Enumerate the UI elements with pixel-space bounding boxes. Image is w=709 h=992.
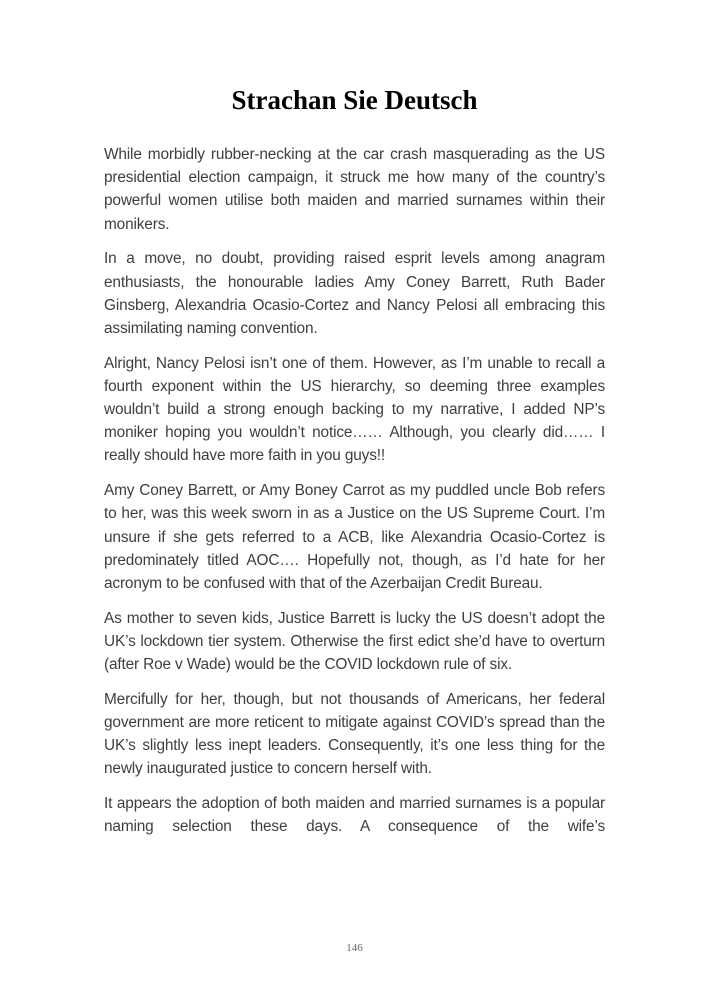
paragraph: Alright, Nancy Pelosi isn’t one of them. However, as I’m unable to recall a fourth exponent within the US hierarchy, so deeming three examples wouldn’t build a strong enough backing to my narrative, I added NP’s moniker hoping you wouldn’t notice…… Although, you clearly did…… I really should have more faith in you guys!! (104, 354, 605, 465)
paragraph: In a move, no doubt, providing raised esprit levels among anagram enthusiasts, the honourable ladies Amy Coney Barrett, Ruth Bader Ginsberg, Alexandria Ocasio-Cortez and Nancy Pelosi all embracing this assimilating naming convention. (104, 250, 605, 337)
paragraph: It appears the adoption of both maiden and married surnames is a popular naming selection these days. A consequence of the wife’s (104, 795, 605, 836)
chapter-title: Strachan Sie Deutsch (231, 85, 478, 115)
paragraph: Amy Coney Barrett, or Amy Boney Carrot as my puddled uncle Bob refers to her, was this week sworn in as a Justice on the US Supreme Court. I’m unsure if she gets referred to a ACB, like Alexandria Ocasio-Cortez is predominately titled AOC…. Hopefully not, though, as I’d hate for her acronym to be confused with that of the Azerbaijan Credit Bureau. (104, 482, 605, 592)
paragraph: While morbidly rubber-necking at the car crash masquerading as the US presidential election campaign, it struck me how many of the country’s powerful women utilise both maiden and married surnames within their monikers. (104, 146, 605, 233)
paragraph: As mother to seven kids, Justice Barrett is lucky the US doesn’t adopt the UK’s lockdown tier system. Otherwise the first edict she’d have to overturn (after Roe v Wade) would be the COVID lockdown rule of six. (104, 609, 605, 674)
page-number: 146 (346, 942, 363, 954)
paragraph: Mercifully for her, though, but not thousands of Americans, her federal government are more reticent to mitigate against COVID’s spread than the UK’s slightly less inept leaders. Consequently, it’s one less thing for the newly inaugurated justice to concern herself with. (104, 690, 605, 778)
body-text (104, 143, 605, 850)
